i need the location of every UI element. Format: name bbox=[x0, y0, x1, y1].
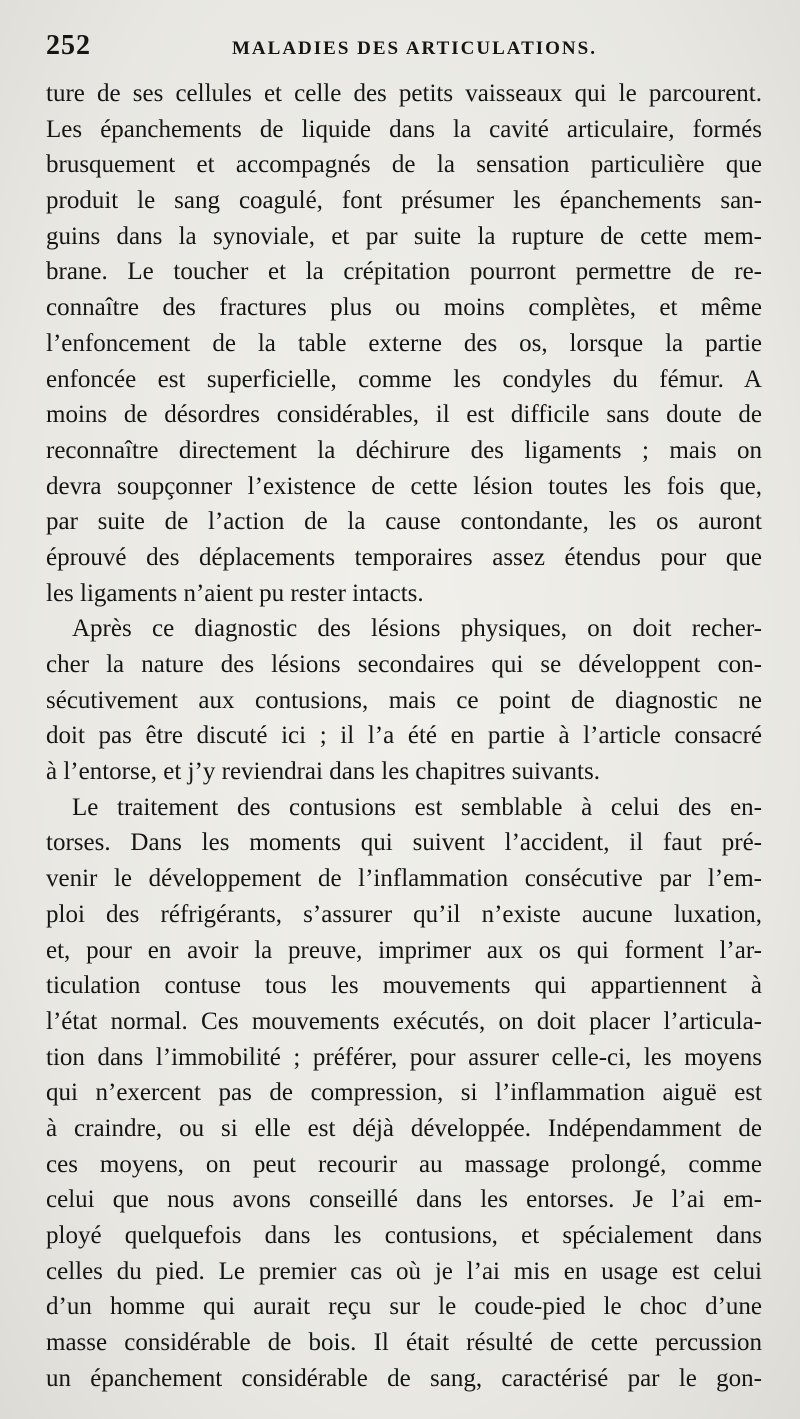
text-line: celles du pied. Le premier cas où je l’ai mis en usage est celui bbox=[46, 1257, 762, 1285]
text-line: torses. Dans les moments qui suivent l’accident, il faut pré- bbox=[46, 829, 762, 857]
text-line: cher la nature des lésions secondaires qui se développent con- bbox=[46, 651, 762, 678]
text-line: moins de désordres considérables, il est difficile sans doute de bbox=[46, 401, 762, 429]
text-line: reconnaître directement la déchirure des ligaments ; mais on bbox=[46, 436, 762, 464]
text-line: l’enfoncement de la table externe des os, lorsque la partie bbox=[46, 329, 762, 357]
page-header bbox=[46, 30, 766, 66]
text-line: ticulation contuse tous les mouvements qui appartiennent à bbox=[46, 972, 762, 1000]
text-line: éprouvé des déplacements temporaires assez étendus pour que bbox=[46, 543, 762, 571]
text-line: celui que nous avons conseillé dans les entorses. Je l’ai em- bbox=[46, 1186, 762, 1214]
text-line: l’état normal. Ces mouvements exécutés, on doit placer l’articula- bbox=[46, 1007, 762, 1035]
text-line: brusquement et accompagnés de la sensation particulière que bbox=[46, 151, 762, 179]
text-line: ces moyens, on peut recourir au massage prolongé, comme bbox=[46, 1150, 762, 1178]
text-line: sécutivement aux contusions, mais ce point de diagnostic ne bbox=[46, 686, 762, 714]
text-line: doit pas être discuté ici ; il l’a été en partie à l’article consacré bbox=[46, 722, 762, 750]
text-line: guins dans la synoviale, et par suite la rupture de cette mem- bbox=[46, 222, 762, 250]
text-line: produit le sang coagulé, font présumer les épanchements san- bbox=[46, 187, 762, 215]
text-line: connaître des fractures plus ou moins complètes, et même bbox=[46, 294, 762, 322]
text-line: brane. Le toucher et la crépitation pourront permettre de re- bbox=[46, 258, 762, 286]
text-line: ploi des réfrigérants, s’assurer qu’il n’existe aucune luxation, bbox=[46, 900, 762, 928]
text-line: devra soupçonner l’existence de cette lésion toutes les fois que, bbox=[46, 472, 762, 500]
paragraph-start-line: Après ce diagnostic des lésions physiques, on doit recher- bbox=[72, 615, 762, 643]
text-line: masse considérable de bois. Il était résulté de cette percussion bbox=[46, 1329, 762, 1357]
text-line: d’un homme qui aurait reçu sur le coude-pied le choc d’une bbox=[46, 1293, 762, 1321]
text-line: Les épanchements de liquide dans la cavité articulaire, formés bbox=[46, 115, 762, 143]
body-text bbox=[46, 76, 762, 1396]
text-line: un épanchement considérable de sang, caractérisé par le gon- bbox=[46, 1364, 762, 1392]
running-title: MALADIES DES ARTICULATIONS. bbox=[232, 38, 597, 59]
page-number: 252 bbox=[46, 30, 91, 61]
text-line: venir le développement de l’inflammation consécutive par l’em- bbox=[46, 865, 762, 893]
text-line: tion dans l’immobilité ; préférer, pour assurer celle-ci, les moyens bbox=[46, 1043, 762, 1071]
text-line: à craindre, ou si elle est déjà développée. Indépendamment de bbox=[46, 1114, 762, 1142]
text-line: et, pour en avoir la preuve, imprimer aux os qui forment l’ar- bbox=[46, 936, 762, 964]
text-line: par suite de l’action de la cause contondante, les os auront bbox=[46, 508, 762, 536]
text-line: à l’entorse, et j’y reviendrai dans les chapitres suivants. bbox=[46, 758, 600, 786]
text-line: ture de ses cellules et celle des petits vaisseaux qui le parcourent. bbox=[46, 80, 762, 107]
text-line: enfoncée est superficielle, comme les condyles du fémur. A bbox=[46, 365, 762, 393]
text-line: qui n’exercent pas de compression, si l’inflammation aiguë est bbox=[46, 1079, 762, 1107]
paragraph-start-line: Le traitement des contusions est semblable à celui des en- bbox=[72, 793, 762, 821]
text-line: ployé quelquefois dans les contusions, et spécialement dans bbox=[46, 1222, 762, 1249]
text-line: les ligaments n’aient pu rester intacts. bbox=[46, 579, 424, 607]
